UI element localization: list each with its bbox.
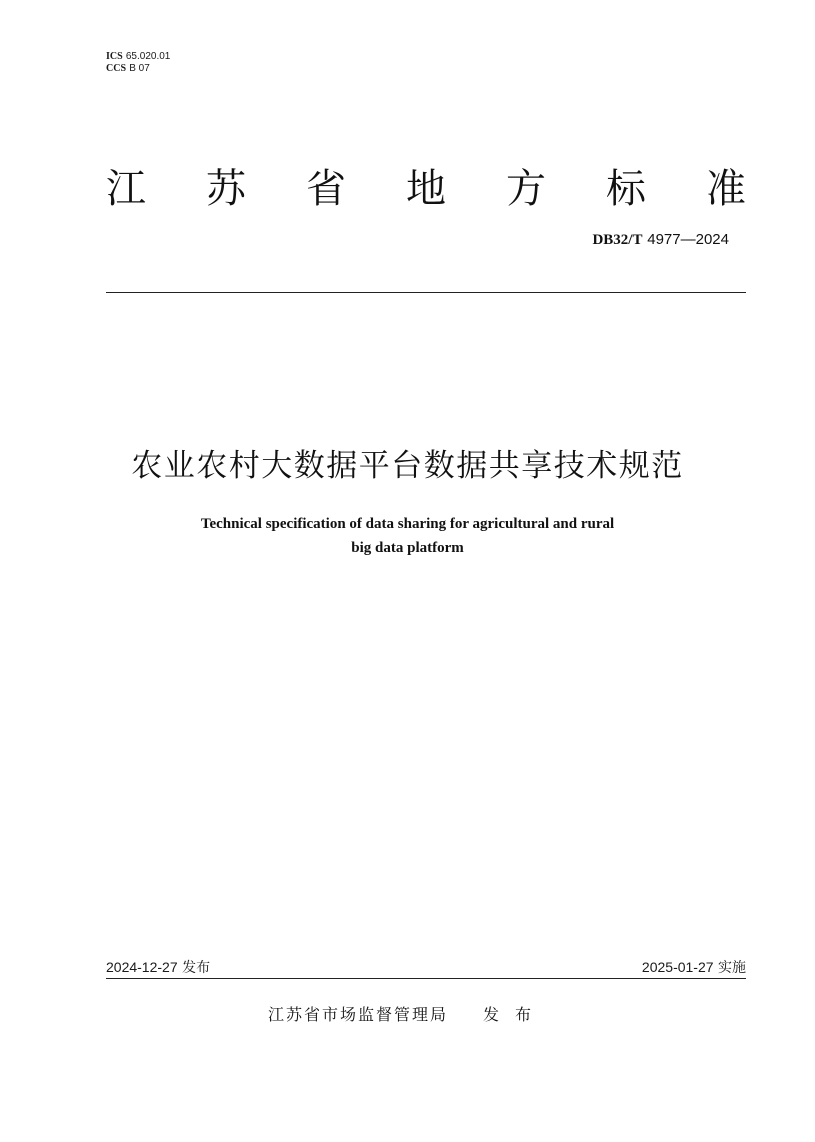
publish-date: [106, 957, 210, 977]
ics-label: ICS: [106, 51, 123, 62]
implement-date-label: 实施: [718, 960, 746, 976]
standard-number: [592, 230, 729, 249]
issuer-line: [0, 1002, 815, 1025]
standard-type-char: 江: [106, 165, 146, 212]
standard-type-heading: [106, 157, 746, 213]
ics-code: [106, 51, 170, 63]
publish-date-label: 发布: [182, 960, 211, 976]
standard-type-char: 地: [406, 165, 446, 212]
standard-type-char: 省: [306, 165, 346, 212]
english-title-line-1: Technical specification of data sharing for agricultural and rural: [200, 516, 615, 532]
publish-date-value: 2024-12-27: [106, 959, 178, 975]
implement-date: [642, 957, 746, 977]
standard-type-char: 标: [606, 165, 646, 212]
standard-type-char: 方: [506, 165, 546, 212]
bottom-divider: [106, 978, 746, 979]
classification-codes: [106, 51, 170, 75]
standard-type-char: 苏: [206, 165, 246, 212]
standard-number-prefix: DB32/T: [592, 232, 643, 248]
ccs-code: [106, 63, 170, 75]
ccs-value: B 07: [129, 63, 150, 74]
chinese-title: 农业农村大数据平台数据共享技术规范: [131, 448, 684, 484]
standard-number-value: 4977—2024: [647, 231, 729, 248]
standard-type-char: 准: [706, 165, 746, 212]
ccs-label: CCS: [106, 63, 127, 74]
implement-date-value: 2025-01-27: [641, 959, 714, 975]
ics-value: 65.020.01: [125, 51, 171, 62]
issuer-action: 发布: [483, 1005, 548, 1024]
issuer-organization: 江苏省市场监督管理局: [267, 1005, 448, 1024]
english-title: [0, 512, 815, 560]
english-title-line-2: big data platform: [351, 540, 464, 556]
top-divider: [106, 292, 746, 293]
